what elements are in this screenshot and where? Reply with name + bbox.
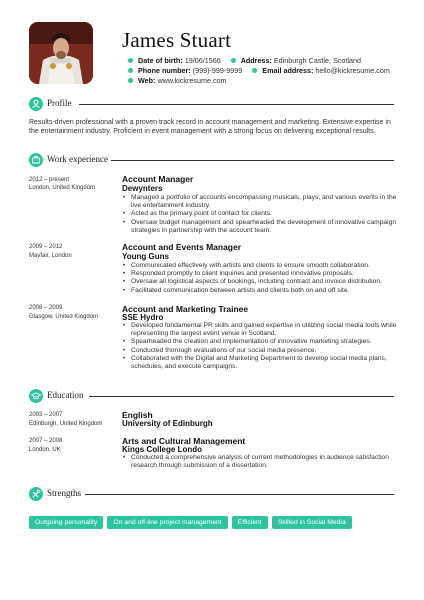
edu-location: London, UK: [29, 447, 61, 453]
job-location: Glasgow, United Kingdom: [29, 314, 99, 320]
job-title: Account and Marketing Trainee: [122, 304, 249, 314]
web-value[interactable]: www.kickresume.com: [157, 76, 227, 85]
profile-text: Results-driven professional with a proven track record in account management and marketing. Extensive expertise in the entertainment industry. Proficient in event management with a strong focus on delivering exceptional results.: [29, 119, 391, 136]
strengths-section-header: [29, 487, 394, 501]
list-item: • Responded promptly to client inquiries and presented innovative proposals.: [122, 270, 402, 278]
job-bullets: [122, 194, 402, 235]
list-item: • Communicated effectively with artists and clients to ensure smooth collaboration.: [122, 262, 402, 270]
edu-degree: English: [122, 410, 153, 420]
job-company: Young Guns: [122, 252, 169, 261]
edu-school: University of Edinburgh: [122, 419, 213, 428]
dob-value: 19/06/1566: [184, 56, 221, 65]
job-date: 2012 – present: [29, 177, 70, 183]
job-date: 2009 – 2012: [29, 244, 63, 250]
strengths-tags: [29, 511, 356, 529]
list-item: • Conducted a comprehensive analysis of current methodologies in audience satisfaction research through submission of a dissertation.: [122, 454, 402, 470]
contact-row-1: [128, 56, 361, 65]
section-divider: [111, 160, 394, 161]
list-item: • Spearheaded the creation and implementation of innovative marketing strategies.: [122, 338, 402, 346]
job-location: Mayfair, London: [29, 253, 72, 259]
strengths-title: Strengths: [47, 488, 82, 498]
profile-photo: [29, 22, 93, 84]
edu-date: 2003 – 2007: [29, 412, 63, 418]
dob-label: Date of birth:: [138, 56, 183, 65]
bullet-dot: [128, 78, 133, 83]
graduation-cap-icon: [29, 389, 43, 403]
job-location: London, United Kingdom: [29, 185, 96, 191]
strength-tag: Skilled in Social Media: [272, 516, 352, 529]
job-date: 2008 – 2009: [29, 305, 63, 311]
list-item: • Oversaw budget management and spearheaded the development of innovative campaign strategies in partnership with the account team.: [122, 219, 402, 235]
experience-title: Work experience: [47, 154, 108, 164]
strength-tag: On and off-line project management: [107, 516, 227, 529]
list-item: • Acted as the primary point of contact for clients.: [122, 210, 402, 218]
phone-label: Phone number:: [138, 66, 191, 75]
experience-section-header: [29, 153, 394, 167]
list-item: • Collaborated with the Digital and Marketing Department to develop social media plans, schedules, and execute campaigns.: [122, 355, 402, 371]
address-value: Edinburgh Castle, Scotland: [273, 56, 361, 65]
section-divider: [79, 104, 394, 105]
profile-section-header: [29, 97, 394, 111]
edu-school: Kings College Londo: [122, 445, 202, 454]
contact-row-3: [128, 76, 227, 85]
strength-tag: Efficient: [232, 516, 268, 529]
edu-date: 2007 – 2008: [29, 438, 63, 444]
tools-icon: [29, 487, 43, 501]
edu-degree: Arts and Cultural Management: [122, 436, 246, 446]
email-label: Email address:: [262, 66, 314, 75]
phone-value: (999)-999-9999: [192, 66, 243, 75]
bullet-dot: [128, 68, 133, 73]
list-item: • Conducted thorough evaluations of our social media presence.: [122, 347, 402, 355]
job-bullets: [122, 322, 402, 371]
contact-row-2: [128, 66, 390, 75]
portrait-image: [29, 22, 93, 84]
section-divider: [85, 494, 394, 495]
bullet-dot: [128, 58, 133, 63]
edu-location: Edinburgh, United Kingdom: [29, 421, 103, 427]
bullet-dot: [231, 58, 236, 63]
list-item: • Managed a portfolio of accounts encompassing musicals, plays, and various events in the live entertainment industry.: [122, 194, 402, 210]
bullet-dot: [252, 68, 257, 73]
profile-title: Profile: [47, 98, 72, 108]
email-value[interactable]: hello@kickresume.com: [315, 66, 390, 75]
briefcase-icon: [29, 153, 43, 167]
section-divider: [89, 396, 394, 397]
list-item: • Developed fundamental PR skills and gained expertise in utilizing social media tools while representing the largest event venue in Scotland.: [122, 322, 402, 338]
job-title: Account Manager: [122, 174, 194, 184]
list-item: • Facilitated communication between artists and clients both on and off site.: [122, 287, 402, 295]
job-title: Account and Events Manager: [122, 242, 242, 252]
job-company: SSE Hydro: [122, 313, 164, 322]
education-section-header: [29, 389, 394, 403]
education-title: Education: [47, 390, 84, 400]
address-label: Address:: [240, 56, 272, 65]
web-label: Web:: [138, 76, 156, 85]
list-item: • Oversaw all logistical aspects of bookings, including contract and invoice distribution.: [122, 278, 402, 286]
person-icon: [29, 97, 43, 111]
edu-bullets: [122, 454, 402, 470]
candidate-name: James Stuart: [122, 28, 232, 52]
job-bullets: [122, 262, 402, 295]
job-company: Dewynters: [122, 184, 163, 193]
strength-tag: Outgoing personality: [29, 516, 103, 529]
